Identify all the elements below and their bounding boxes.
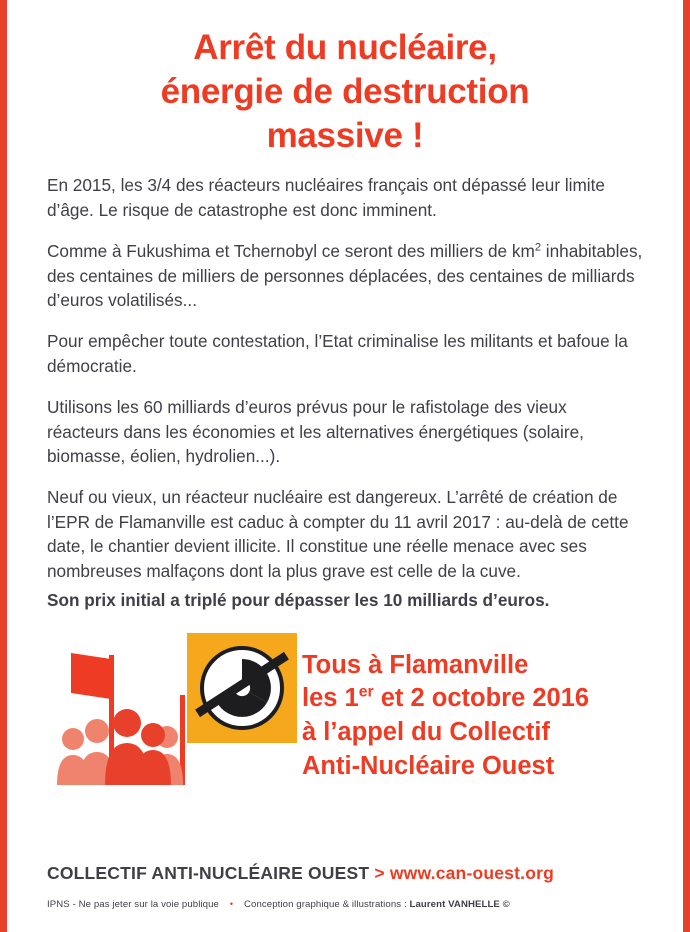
footer-arrow-icon: > — [374, 863, 385, 883]
callout-line-3: à l’appel du Collectif — [302, 717, 550, 746]
callout-line-2 — [302, 682, 643, 716]
paragraph-5: Neuf ou vieux, un réacteur nucléaire est dangereux. L’arrêté de création de l’EPR de Flamanville est caduc à compter du 11 avril 2017 : au-delà de cette date, le chantier devient illicite. Il constitue une réelle menace avec ses nombreuses malfaçons dont la plus grave est celle de la cuve. — [47, 487, 629, 581]
paragraph-4: Utilisons les 60 milliards d’euros prévus pour le rafistolage des vieux réacteurs dans les économies et les alternatives énergétiques (solaire, biomasse, éolien, hydrolien...). — [47, 397, 584, 467]
callout-ordinal: er — [358, 683, 374, 701]
callout-line-4: Anti-Nucléaire Ouest — [302, 751, 555, 780]
credits-left: IPNS - Ne pas jeter sur la voie publique — [47, 899, 219, 910]
callout-line-1: Tous à Flamanville — [302, 650, 529, 679]
callout-text — [302, 649, 643, 784]
paragraph-2: Comme à Fukushima et Tchernobyl ce seront des milliers de $km^2$ inhabitables, des centaines de milliers de personnes déplacées, des centaines de milliards d’euros volatilisés... — [47, 241, 643, 310]
callout-line-2-b: et 2 octobre 2016 — [373, 684, 590, 713]
credits-right-prefix: Conception graphique & illustrations : — [243, 899, 410, 910]
poster-content — [7, 0, 683, 932]
left-red-rule — [0, 0, 7, 932]
right-red-rule — [683, 0, 690, 932]
footer-org-name: COLLECTIF ANTI-NUCLÉAIRE OUEST — [47, 863, 370, 883]
body-text — [47, 173, 643, 612]
footer-organisation — [47, 863, 650, 884]
illustration-band — [47, 633, 643, 818]
footer-url[interactable]: www.can-ouest.org — [389, 863, 554, 883]
page-title — [47, 26, 643, 157]
credits-author: Laurent VANHELLE © — [409, 899, 510, 910]
credits — [47, 899, 650, 910]
title-line-1: Arrêt du nucléaire, — [193, 28, 497, 67]
callout-line-2-a: les 1 — [302, 684, 359, 713]
paragraph-3: Pour empêcher toute contestation, l’Etat criminalise les militants et bafoue la démocratie. — [47, 331, 628, 376]
title-line-2: énergie de destruction — [160, 71, 530, 111]
radiation-crossed-out-icon — [187, 633, 297, 743]
paragraph-6-bold: Son prix initial a triplé pour dépasser les 10 milliards d’euros. — [47, 590, 550, 611]
credits-separator: • — [229, 899, 234, 910]
paragraph-1: En 2015, les 3/4 des réacteurs nucléaires français ont dépassé leur limite d’âge. Le risque de catastrophe est donc imminent. — [47, 175, 605, 220]
title-line-3: massive ! — [266, 115, 424, 155]
